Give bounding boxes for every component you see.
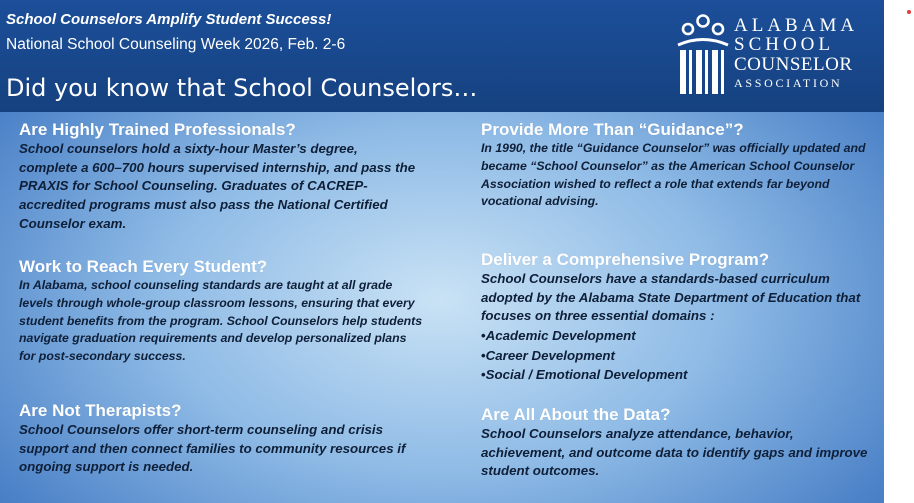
- section-title: Work to Reach Every Student?: [19, 257, 268, 276]
- section-body: School counselors hold a sixty-hour Master’s degree, complete a 600–700 hours supervised internship, and pass the PRAXIS for School Counseling. Graduates of CACREP-accredited programs must also pass the National Certified Counselor exam.: [19, 141, 416, 231]
- logo-line-alabama: ALABAMA: [734, 15, 859, 36]
- section-body: School Counselors have a standards-based curriculum adopted by the Alabama State Department of Education that focuses on three essential domains :: [481, 271, 861, 324]
- section-title: Are Highly Trained Professionals?: [19, 120, 296, 139]
- section-body: School Counselors analyze attendance, behavior, achievement, and outcome data to identify gaps and improve student outcomes.: [481, 426, 868, 479]
- section-title: Are All About the Data?: [481, 405, 671, 424]
- page-title: Did you know that School Counselors…: [6, 74, 478, 102]
- logo-line-association: ASSOCIATION: [734, 76, 843, 90]
- section-more-than-guidance: [481, 120, 881, 211]
- list-item: • Career Development: [481, 346, 881, 366]
- list-item: • Academic Development: [481, 326, 881, 346]
- domain-list: [481, 326, 881, 385]
- logo-line-school: SCHOOL: [734, 34, 835, 55]
- section-comprehensive-program: [481, 250, 881, 385]
- section-not-therapists: [19, 401, 429, 477]
- section-title: Deliver a Comprehensive Program?: [481, 250, 770, 269]
- association-logo: [676, 12, 880, 98]
- section-title: Provide More Than “Guidance”?: [481, 120, 744, 139]
- section-body: School Counselors offer short-term counseling and crisis support and then connect families to community resources if ongoing support is needed.: [19, 422, 406, 475]
- section-highly-trained: [19, 120, 419, 234]
- red-dot-marker: [907, 10, 911, 14]
- list-item: • Social / Emotional Development: [481, 365, 881, 385]
- header-banner: [0, 0, 884, 112]
- section-about-the-data: [481, 405, 881, 481]
- section-body: In 1990, the title “Guidance Counselor” was officially updated and became “School Counselor” as the American School Counselor Association wished to reflect a role that extends far beyond vocational advising.: [481, 141, 866, 209]
- section-reach-every-student: [19, 257, 424, 366]
- logo-line-counselor: COUNSELOR: [734, 54, 853, 75]
- section-title: Are Not Therapists?: [19, 401, 182, 420]
- week-subtitle: National School Counseling Week 2026, Feb. 2-6: [6, 36, 346, 53]
- tagline: School Counselors Amplify Student Success!: [6, 11, 332, 28]
- columns-logo-icon: [676, 12, 734, 98]
- section-body: In Alabama, school counseling standards are taught at all grade levels through whole-group classroom lessons, ensuring that every student benefits from the program. School Counselors help students navigate graduation requirements and develop personalized plans for post-secondary success.: [19, 278, 423, 364]
- logo-wordmark: [734, 16, 858, 91]
